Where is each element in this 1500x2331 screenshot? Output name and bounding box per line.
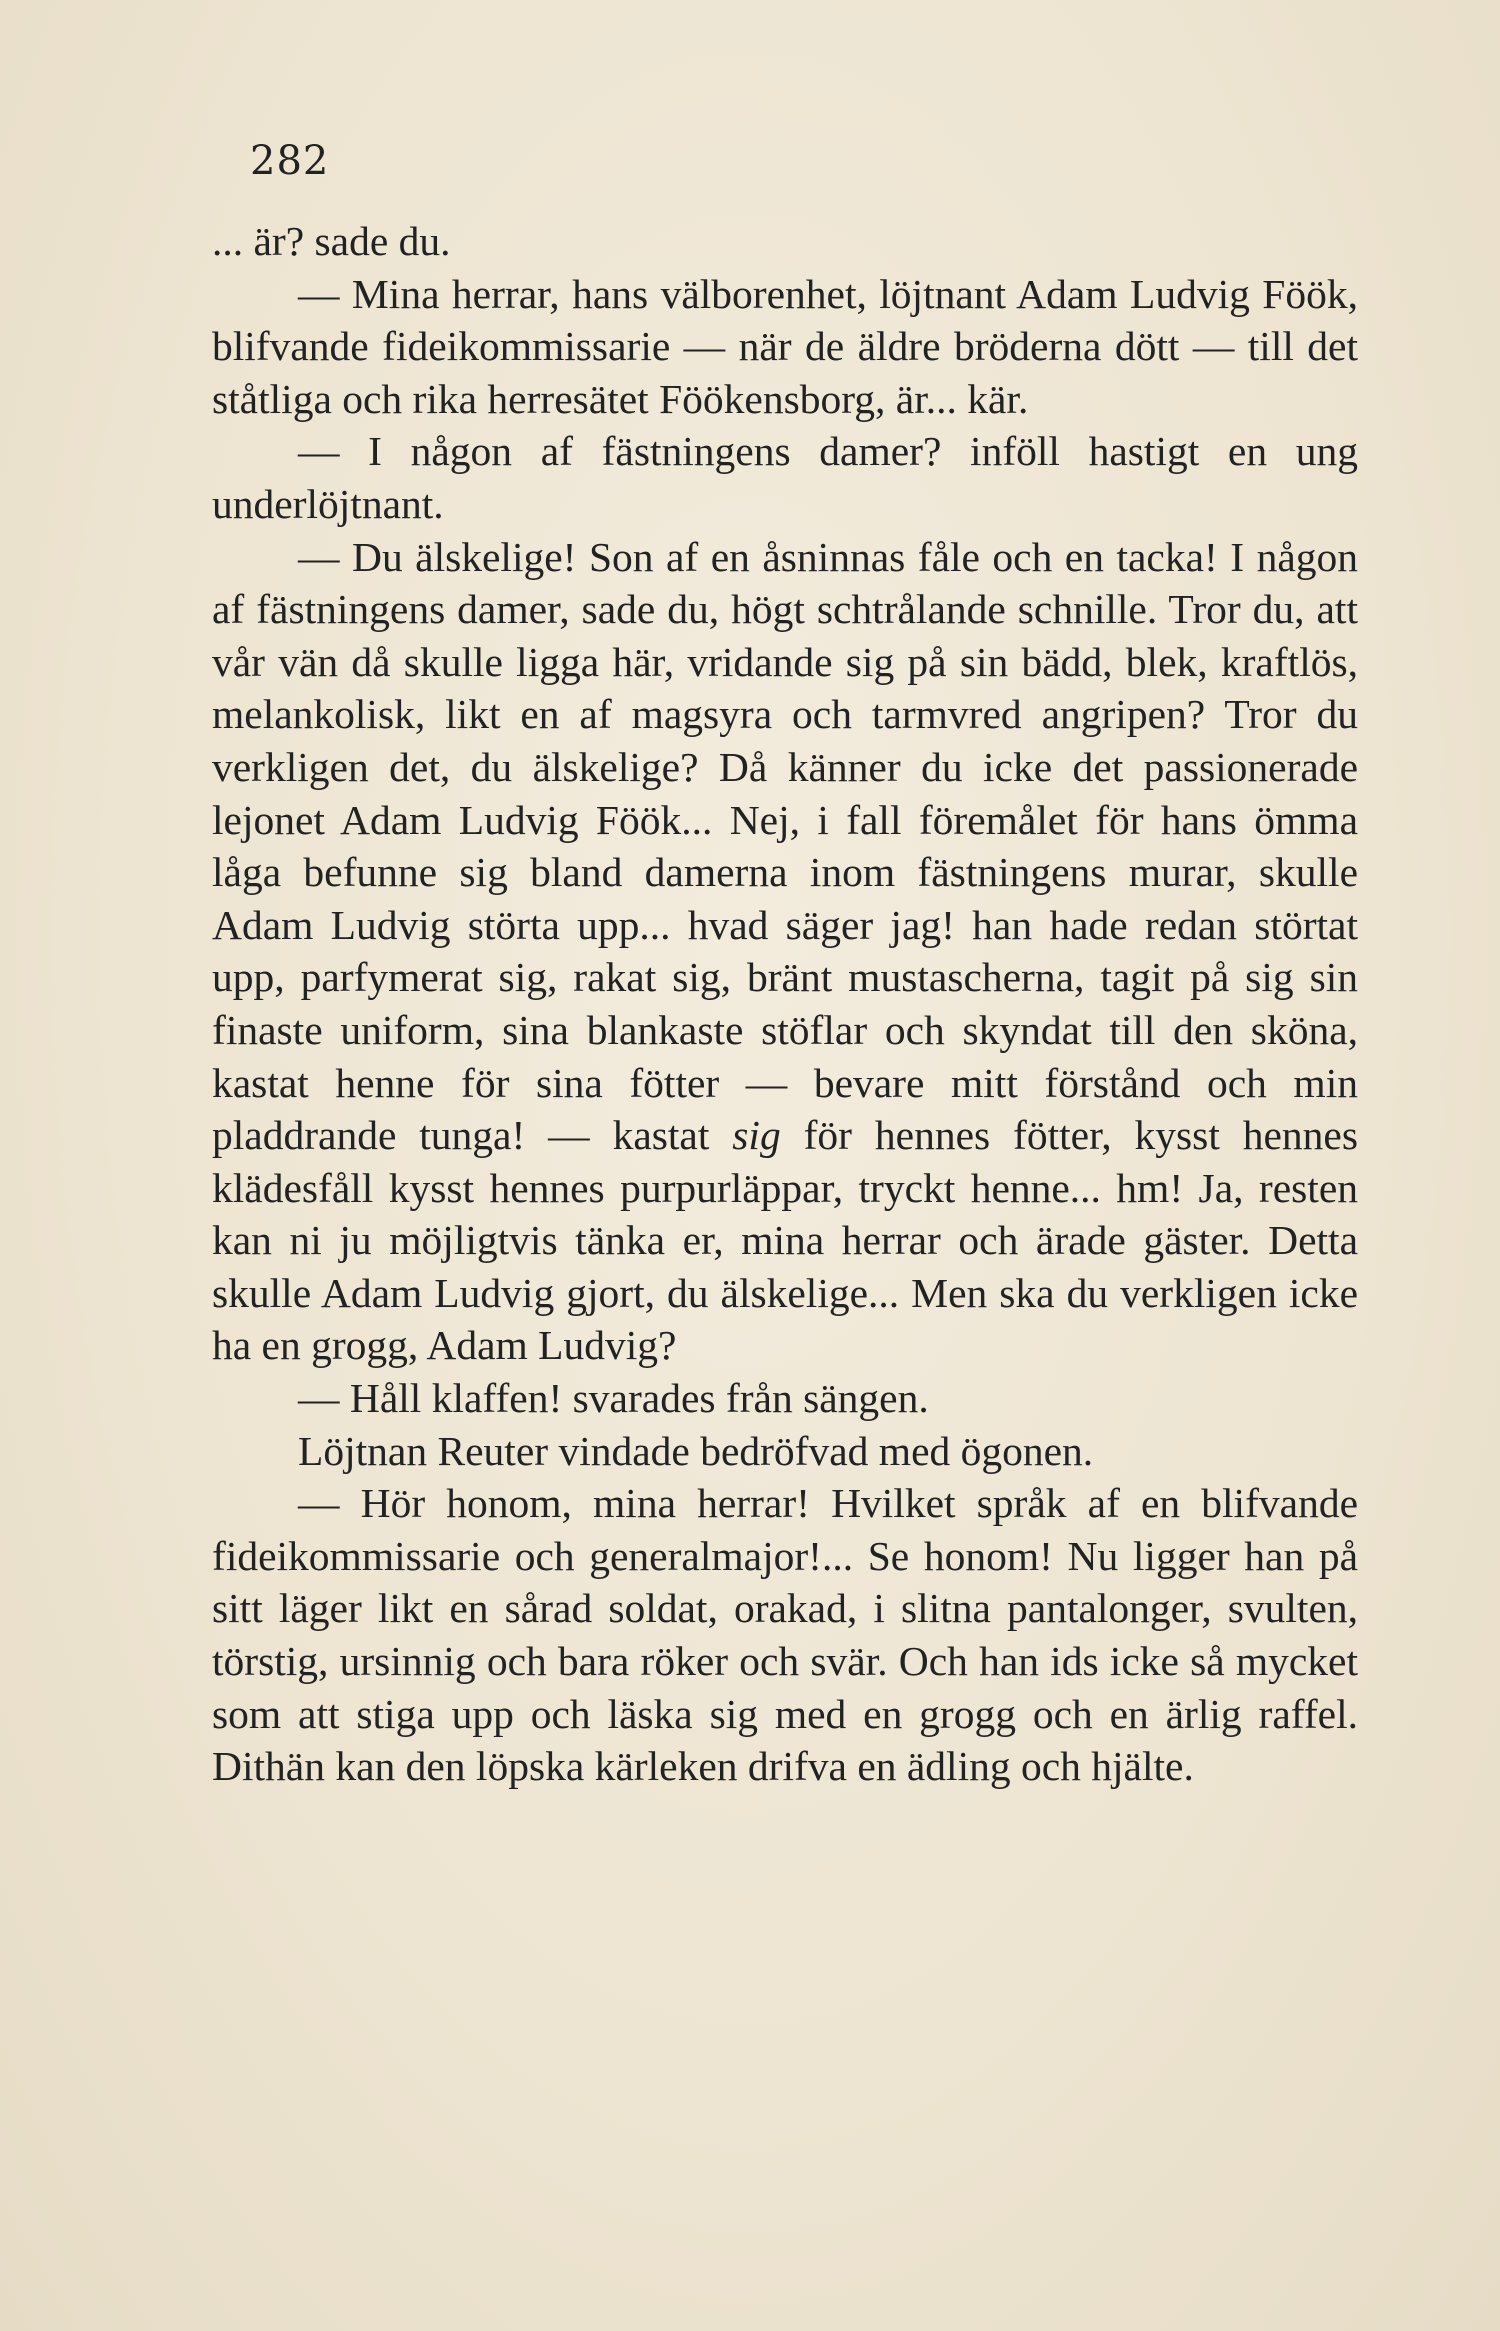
paragraph <box>212 1477 1358 1793</box>
paragraph <box>212 1372 1358 1425</box>
paragraph-text: — Hör honom, mina herrar! Hvilket språk af en blifvande fideikommissarie och generalmajor!... Se honom! Nu ligger han på sitt läger likt en sårad soldat, orakad, i slitna pantalonger, svulten, törstig, ursinnig och bara röker och svär. Och han ids icke så mycket som att stiga upp och läska sig med en grogg och en ärlig raffel. Dithän kan den löpska kärleken drifva en ädling och hjälte. <box>212 1480 1358 1790</box>
body-text <box>212 215 1358 1793</box>
paragraph-text: ... är? sade du. <box>212 218 451 264</box>
paragraph-text: — Håll klaffen! svarades från sängen. <box>298 1375 929 1422</box>
paragraph <box>212 531 1358 1373</box>
emphasized-word: sig <box>732 1112 781 1159</box>
paragraph <box>212 268 1358 426</box>
page-number: 282 <box>250 138 330 184</box>
paragraph-text: Löjtnan Reuter vindade bedröfvad med ögonen. <box>298 1427 1094 1474</box>
paragraph-text-continued: för hennes fötter, kysst hennes klädesfåll kysst hennes purpurläppar, tryckt henne... hm! Ja, resten kan ni ju möjligtvis tänka er, mina herrar och ärade gäster. Detta skulle Adam Ludvig gjort, du älskelige... Men ska du verkligen icke ha en grogg, Adam Ludvig? <box>212 1112 1358 1369</box>
paragraph <box>212 425 1358 530</box>
paragraph <box>212 215 1358 268</box>
paragraph <box>212 1425 1358 1478</box>
paragraph-text: — Mina herrar, hans välborenhet, löjtnant Adam Ludvig Föök, blifvande fideikommissarie — när de äldre bröderna dött — till det ståtliga och rika herresätet Föökensborg, är... kär. <box>212 270 1358 422</box>
paragraph-text: — I någon af fästningens damer? inföll hastigt en ung underlöjtnant. <box>212 428 1358 527</box>
paragraph-text: — Du älskelige! Son af en åsninnas fåle och en tacka! I någon af fästningens damer, sade du, högt schtrålande schnille. Tror du, att vår vän då skulle ligga här, vridande sig på sin bädd, blek, kraftlös, melankolisk, likt en af magsyra och tarmvred angripen? Tror du verkligen det, du älskelige? Då känner du icke det passionerade lejonet Adam Ludvig Föök... Nej, i fall föremålet för hans ömma låga befunne sig bland damerna inom fästningens murar, skulle Adam Ludvig störta upp... hvad säger jag! han hade redan störtat upp, parfymerat sig, rakat sig, bränt mustascherna, tagit på sig sin finaste uniform, sina blankaste stöflar och skyndat till den sköna, kastat henne för sina fötter — bevare mitt förstånd och min pladdrande tunga! — kastat <box>212 533 1358 1159</box>
